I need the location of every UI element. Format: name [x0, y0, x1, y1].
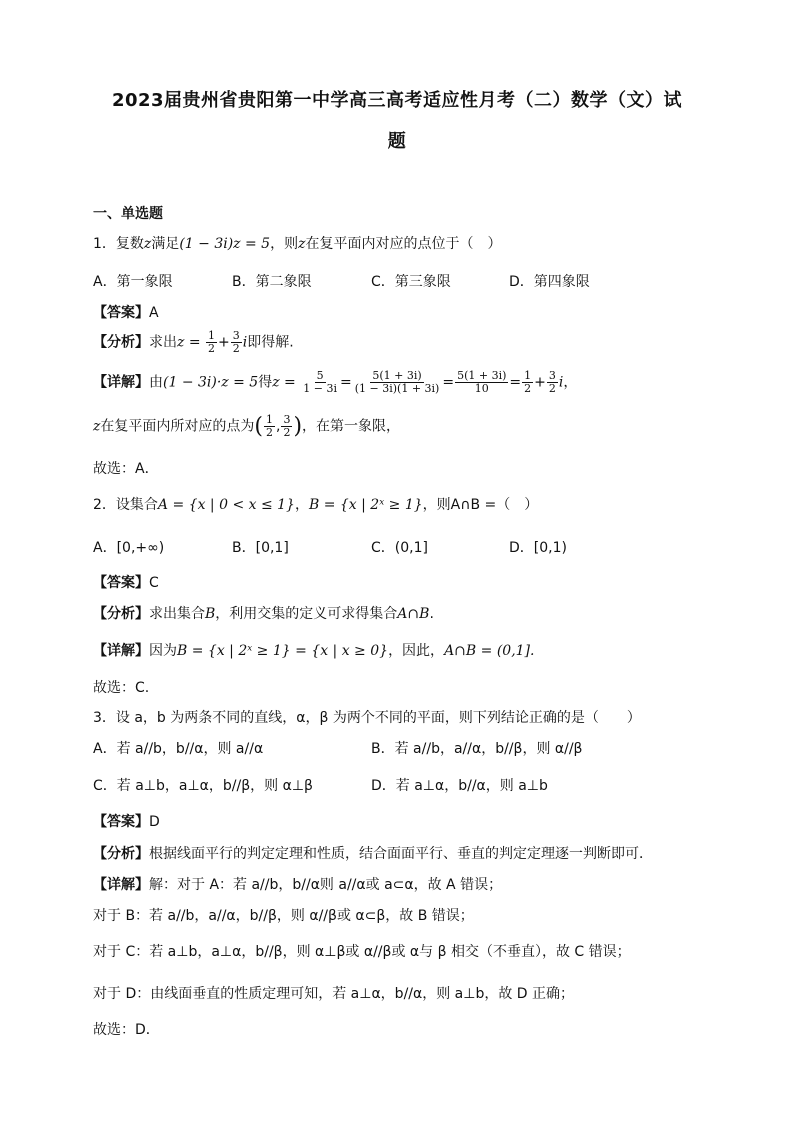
- q1-frac-r1: $\frac{1}{2}$: [524, 369, 532, 395]
- q2-analysis-tag: 【分析】: [93, 606, 149, 622]
- q1-frac-ten: $\frac{5(1 + 3i)}{10}$: [457, 369, 507, 395]
- q1-frac-5-over: $\frac{5}{1 - 3i}$: [303, 369, 337, 395]
- q1-frac-3-2: $\frac{3}{2}$: [232, 329, 240, 355]
- q1-stem: [93, 233, 501, 253]
- q3-detail-d: 对于 D：由线面垂直的性质定理可知，若 a⊥α，b//α，则 a⊥b，故 D 正确；: [93, 986, 575, 1002]
- q2-detail-tag: 【详解】: [93, 643, 149, 659]
- q2-detail-d: A∩B = (0,1].: [444, 643, 535, 659]
- q1-analysis-tag: 【分析】: [93, 334, 149, 351]
- q1-option-c: C．第三象限: [371, 274, 451, 290]
- q2-detail-a: 因为: [149, 643, 177, 659]
- q2-option-c: C．(0,1]: [371, 540, 428, 556]
- q2-stem-a: 2．设集合: [93, 497, 158, 513]
- q3-analysis-line: [93, 843, 653, 863]
- q1-answer-line: [93, 302, 159, 322]
- q3-option-b: B．若 a//b，a//α，b//β，则 α//β: [371, 741, 583, 757]
- q1-frac-r2: $\frac{3}{2}$: [548, 369, 556, 395]
- q1-detail-c: 得: [258, 374, 273, 391]
- q3-detail-a: 解：对于 A：若 a//b，b//α则 a//α或 a⊂α，故 A 错误；: [149, 877, 503, 893]
- q1-point-b: ，在第一象限，: [302, 418, 401, 435]
- q2-stem: 2．设集合A = {x | 0 < x ≤ 1}，B = {x | 2ˣ ≥ 1}，则A∩B =（ ）: [93, 497, 539, 513]
- q2-analysis-line: 【分析】求出集合B，利用交集的定义可求得集合A∩B.: [93, 606, 434, 622]
- q2-stem-c: A∩B =（ ）: [450, 497, 539, 513]
- q1-point-y: $\frac{3}{2}$: [283, 413, 291, 439]
- q1-stem-e: 在复平面内对应的点位于（ ）: [305, 236, 502, 252]
- q1-answer-tag: 【答案】: [93, 305, 149, 321]
- q3-conclusion: 故选：D．: [93, 1022, 160, 1038]
- q1-answer: A: [149, 305, 159, 321]
- q2-stem-b: ，则: [422, 497, 451, 513]
- q3-stem: 3．设 a，b 为两条不同的直线，α，β 为两个不同的平面，则下列结论正确的是（ ）: [93, 710, 641, 726]
- q2-answer-tag: 【答案】: [93, 575, 149, 591]
- q2-detail-b: B = {x | 2ˣ ≥ 1} = {x | x ≥ 0}: [177, 643, 389, 659]
- q2-detail-line: [93, 640, 534, 660]
- q1-point-a: 在复平面内所对应的点为: [100, 418, 255, 435]
- q1-analysis-z: z: [177, 334, 185, 351]
- q3-detail-line: [93, 874, 502, 894]
- q2-conclusion: 故选：C.: [93, 680, 150, 696]
- q2-set-b: B = {x | 2ˣ ≥ 1}: [308, 497, 423, 513]
- q3-detail-b: 对于 B：若 a//b，a//α，b//β，则 α//β或 α⊂β，故 B 错误；: [93, 908, 474, 924]
- q1-analysis-b: 即得解.: [247, 334, 294, 351]
- q3-option-c: C．若 a⊥b，a⊥α，b//β，则 α⊥β: [93, 778, 313, 794]
- q1-detail-z: z: [272, 374, 280, 391]
- q3-option-d: D．若 a⊥α，b//α，则 a⊥b: [371, 778, 548, 794]
- q1-analysis-a: 求出: [149, 334, 177, 351]
- q1-frac-1-2: $\frac{1}{2}$: [208, 329, 216, 355]
- q1-analysis-line: 【分析】求出z = $\frac{1}{2}$ + $\frac{3}{2}$ i即得解.: [93, 329, 294, 355]
- q2-answer-line: [93, 572, 159, 592]
- q1-point-z: z: [93, 418, 101, 435]
- q1-option-b: B．第二象限: [232, 274, 312, 290]
- q1-conclusion: 故选：A．: [93, 461, 159, 477]
- q3-answer-line: [93, 811, 160, 831]
- section-heading: 一、单选题: [93, 206, 163, 222]
- q1-detail-a: 由: [149, 374, 163, 391]
- q3-answer: D: [149, 814, 160, 830]
- q3-option-a: A．若 a//b，b//α，则 a//α: [93, 741, 264, 757]
- q1-detail-d: ，: [563, 374, 578, 391]
- q3-answer-tag: 【答案】: [93, 814, 149, 830]
- q1-detail-line: 【详解】由(1 − 3i)·z = 5得z = $\frac{5}{1 - 3i}$ = $\frac{5(1 + 3i)}{(1 - 3i)(1 + 3i)}$ = $\frac{5(1 + 3i)}{10}$ = $\frac{1}{2}$ + $\frac{3}{2}$ i，: [93, 369, 578, 395]
- q1-detail-eq: (1 − 3i)·z = 5: [163, 374, 259, 391]
- q2-analysis-b-var: B: [205, 606, 216, 622]
- q3-detail-c: 对于 C：若 a⊥b，a⊥α，b//β，则 α⊥β或 α//β或 α与 β 相交（不垂直），故 C 错误；: [93, 944, 631, 960]
- q1-option-d: D．第四象限: [509, 274, 590, 290]
- q1-detail-tag: 【详解】: [93, 374, 149, 391]
- q2-answer: C: [149, 575, 159, 591]
- q2-option-a: A．[0,+∞): [93, 540, 165, 556]
- q1-var-z2: z: [298, 236, 306, 252]
- q2-analysis-b: ，利用交集的定义可求得集合: [215, 606, 398, 622]
- q1-var-z: z: [143, 236, 152, 252]
- q1-stem-d: ，则: [270, 236, 299, 252]
- q2-detail-c: ，因此，: [388, 643, 445, 659]
- q3-detail-tag: 【详解】: [93, 877, 149, 893]
- q1-option-a: A．第一象限: [93, 274, 173, 290]
- q3-analysis-tag: 【分析】: [93, 846, 149, 862]
- q1-point-line: z在复平面内所对应的点为( $\frac{1}{2}$ , $\frac{3}{2}$ )，在第一象限，: [93, 413, 401, 439]
- q2-option-b: B．[0,1]: [232, 540, 289, 556]
- q1-frac-conj: $\frac{5(1 + 3i)}{(1 - 3i)(1 + 3i)}$: [354, 369, 440, 395]
- q1-stem-a: 1．复数: [93, 236, 144, 252]
- q1-point-x: $\frac{1}{2}$: [265, 413, 273, 439]
- q2-set-a: A = {x | 0 < x ≤ 1}: [157, 497, 295, 513]
- q1-stem-b: 满足: [151, 236, 180, 252]
- q2-analysis-a: 求出集合: [149, 606, 205, 622]
- q2-option-d: D．[0,1): [509, 540, 567, 556]
- page-title-line2: 题: [387, 131, 407, 152]
- q3-analysis: 根据线面平行的判定定理和性质，结合面面平行、垂直的判定定理逐一判断即可．: [149, 846, 653, 862]
- q1-equation: (1 − 3i)z = 5: [179, 236, 271, 252]
- page-title-line1: 2023届贵州省贵阳第一中学高三高考适应性月考（二）数学（文）试: [111, 90, 683, 111]
- q2-analysis-c: A∩B: [397, 606, 430, 622]
